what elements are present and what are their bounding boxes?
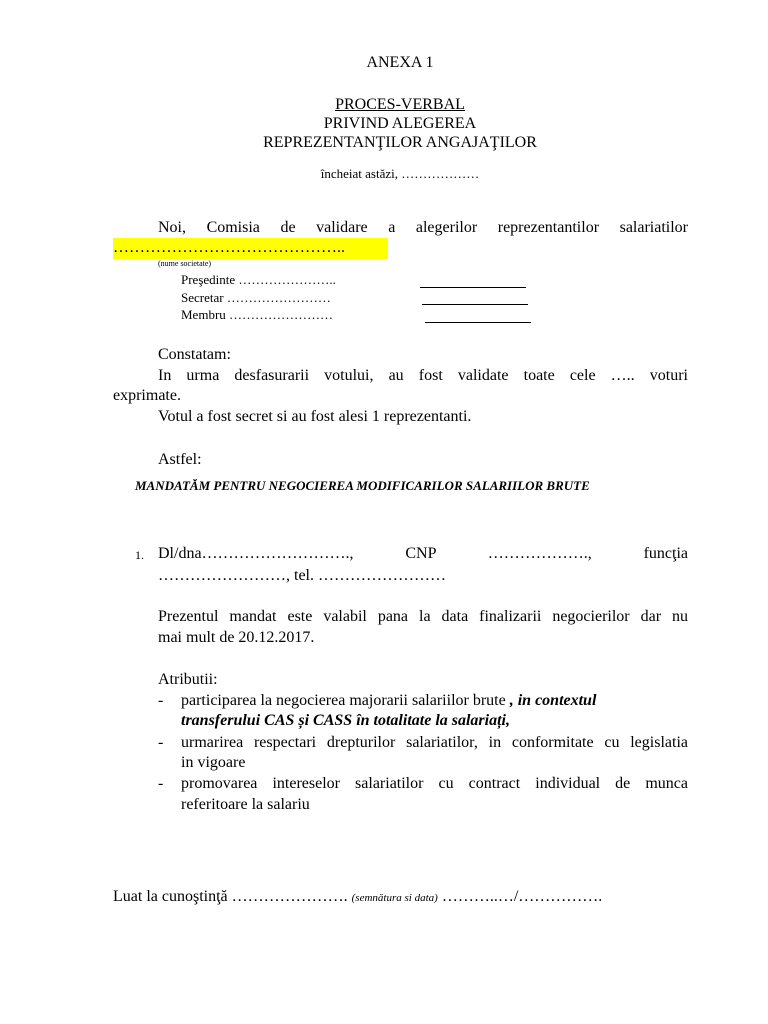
member-signature-line [425, 322, 531, 323]
representative-line-2: ……………………, tel. …………………… [158, 567, 446, 584]
member-member: Membru …………………… [181, 307, 334, 322]
title-line-2: PRIVIND ALEGEREA [323, 115, 477, 132]
acknowledged-label: Luat la cunoştinţă …………………. [113, 888, 348, 905]
member-secretary: Secretar …………………… [181, 290, 331, 305]
findings-line-2: exprimate. [113, 387, 181, 404]
representative-number: 1. [135, 548, 144, 562]
duty-2-line-2: in vigoare [181, 754, 246, 771]
company-name-blank: …………………………………….. [113, 239, 345, 256]
date-blanks: ………..…/……………. [441, 888, 603, 905]
duty-bullet: - [158, 692, 164, 709]
findings-line-3: Votul a fost secret si au fost alesi 1 reprezentanti. [158, 408, 472, 425]
acknowledgement-line [113, 888, 602, 906]
duty-1-plain: participarea la negocierea majorarii salariilor brute [181, 692, 506, 709]
duty-1-emphasis: , in contextul [505, 692, 597, 709]
duty-3-line-1: promovarea intereselor salariatilor cu contract individual de munca [181, 775, 688, 792]
commission-intro-line-1: Noi, Comisia de validare a alegerilor reprezentantilor salariatilor [158, 219, 688, 236]
validity-line-1: Prezentul mandat este valabil pana la data finalizarii negocierilor dar nu [158, 608, 688, 625]
duties-heading: Atributii: [158, 671, 218, 688]
duty-2-line-1: urmarirea respectari drepturilor salariatilor, in conformitate cu legislatia [181, 734, 688, 751]
findings-line-1: In urma desfasurarii votului, au fost validate toate cele ….. voturi [158, 367, 688, 384]
duty-1-line-1 [181, 692, 596, 710]
duty-bullet: - [158, 775, 164, 792]
president-signature-line [420, 287, 526, 288]
findings-heading: Constatam: [158, 346, 231, 363]
secretary-signature-line [422, 304, 528, 305]
title-line-1: PROCES-VERBAL [335, 96, 465, 113]
astfel-label: Astfel: [158, 451, 202, 468]
duty-1-line-2: transferului CAS și CASS în totalitate la salariați, [181, 712, 510, 729]
title-line-3: REPREZENTANŢILOR ANGAJAŢILOR [263, 134, 537, 151]
signature-hint: (semnătura si data) [351, 892, 438, 904]
duty-3-line-2: referitoare la salariu [181, 796, 310, 813]
validity-line-2: mai mult de 20.12.2017. [158, 629, 315, 646]
company-name-hint: (nume societate) [158, 259, 212, 268]
duty-bullet: - [158, 734, 164, 751]
member-president: Preşedinte ………………….. [181, 272, 336, 287]
concluded-date: încheiat astăzi, ……………… [320, 166, 480, 181]
annex-label: ANEXA 1 [366, 54, 434, 71]
mandate-heading: MANDATĂM PENTRU NEGOCIEREA MODIFICARILOR SALARIILOR BRUTE [135, 478, 590, 493]
representative-line-1: Dl/dna………………………., CNP ………………., funcţia [158, 545, 688, 562]
